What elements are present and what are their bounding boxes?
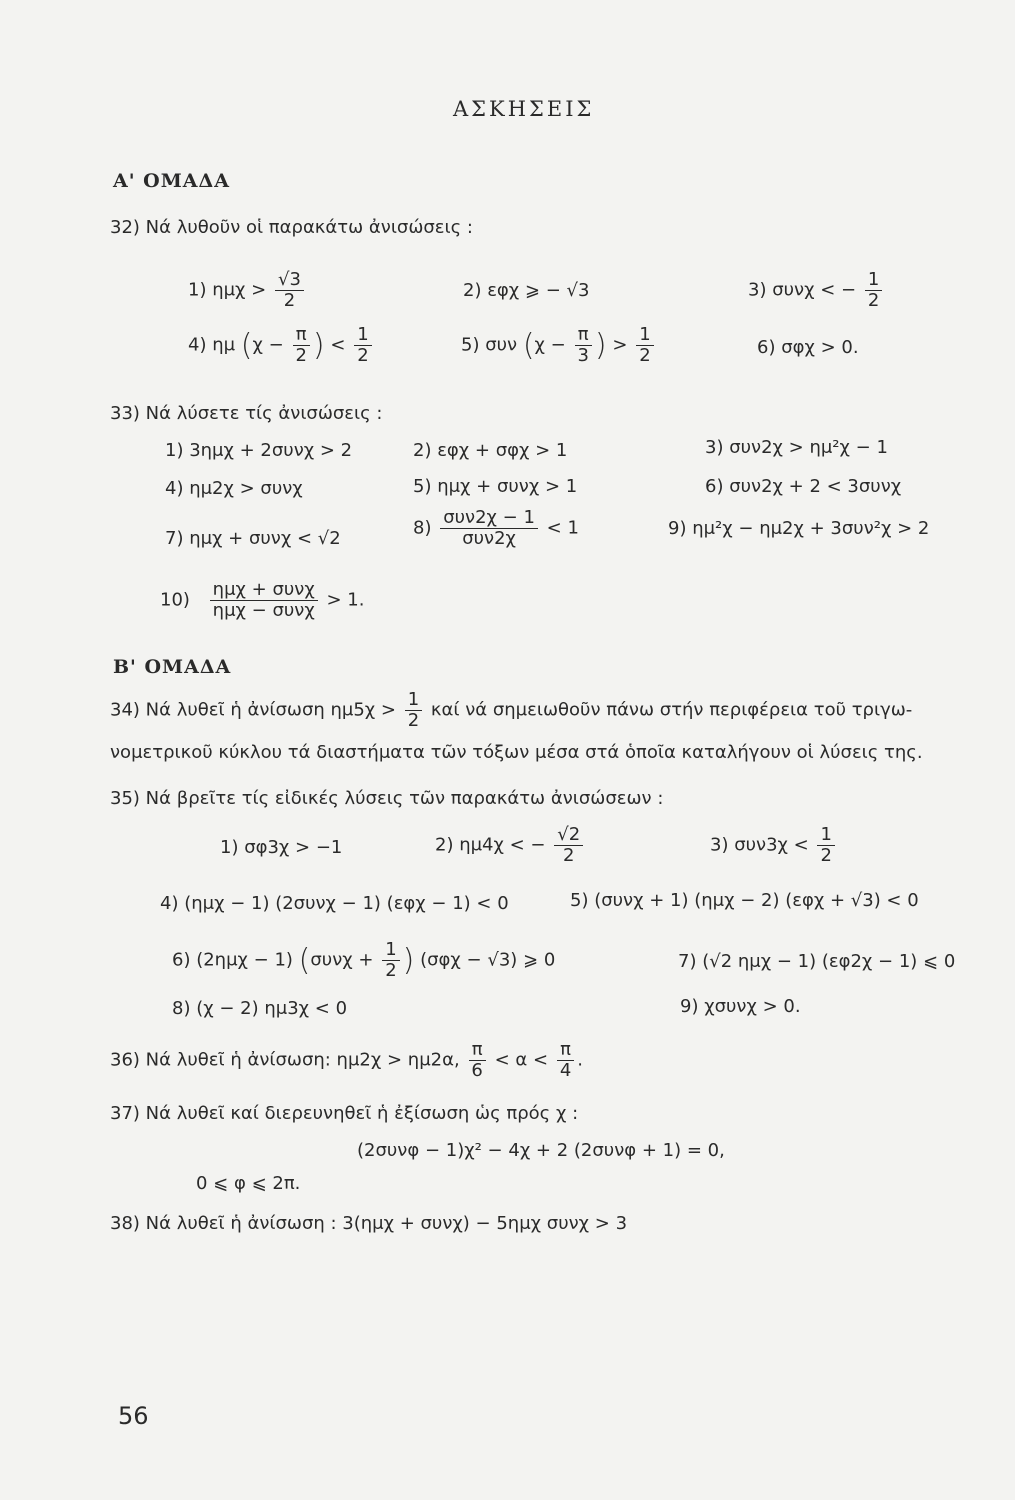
exercise-32-item-4: 4) ημ (χ − $\frac{\pi}{2}$ ) < $\frac{1}{2}$ xyxy=(188,325,375,366)
exercise-38: 38) Νά λυθεῖ ἡ ἀνίσωση : 3(ημχ + συνχ) − 5ημχ συνχ > 3 xyxy=(110,1213,628,1234)
exercise-33-item-2: 2) εφχ + σφχ > 1 xyxy=(413,440,568,461)
exercise-33-label: 33) Νά λύσετε τίς ἀνισώσεις : xyxy=(110,403,383,424)
exercise-35-item-8: 8) (χ − 2) ημ3χ < 0 xyxy=(172,998,348,1019)
exercise-32-label: 32) Νά λυθοῦν οἱ παρακάτω ἀνισώσεις : xyxy=(110,217,473,238)
exercise-33-item-9: 9) ημ²χ − ημ2χ + 3συν²χ > 2 xyxy=(668,518,930,539)
exercise-35-item-1: 1) σφ3χ > −1 xyxy=(220,837,343,858)
exercise-32-item-1: 1) ημχ > $\frac{√3}{2}$ xyxy=(188,270,307,311)
page-number: 56 xyxy=(118,1402,149,1430)
exercise-36: 36) Νά λυθεῖ ἡ ἀνίσωση: ημ2χ > ημ2α, $\frac{\pi}{6}$ < α < $\frac{\pi}{4}$ . xyxy=(110,1039,584,1081)
exercise-35-item-6: 6) (2ημχ − 1) (συνχ + $\frac{1}{2}$ ) (σφχ − √3) ⩾ 0 xyxy=(172,939,556,981)
exercise-34-line-2: νομετρικοῦ κύκλου τά διαστήματα τῶν τόξων μέσα στά ὁποῖα καταλήγουν οἱ λύσεις της. xyxy=(110,742,923,763)
exercise-35-item-4: 4) (ημχ − 1) (2συνχ − 1) (εφχ − 1) < 0 xyxy=(160,893,509,914)
exercise-37-range: 0 ⩽ φ ⩽ 2π. xyxy=(196,1173,301,1194)
exercise-33-item-7: 7) ημχ + συνχ < √2 xyxy=(165,528,341,549)
exercise-32-item-5: 5) συν (χ − $\frac{\pi}{3}$ ) > $\frac{1}{2}$ xyxy=(461,325,657,366)
exercise-35-item-9: 9) χσυνχ > 0. xyxy=(680,996,801,1017)
exercise-33-item-4: 4) ημ2χ > συνχ xyxy=(165,478,303,499)
exercise-33-item-6: 6) συν2χ + 2 < 3συνχ xyxy=(705,476,902,497)
exercise-34-line-1: 34) Νά λυθεῖ ἡ ἀνίσωση ημ5χ > $\frac{1}{2}$ καί νά σημειωθοῦν πάνω στήν περιφέρεια τοῦ τριγω- xyxy=(110,689,913,731)
exercise-33-item-5: 5) ημχ + συνχ > 1 xyxy=(413,476,578,497)
exercise-35-label: 35) Νά βρεῖτε τίς εἰδικές λύσεις τῶν παρακάτω ἀνισώσεων : xyxy=(110,788,664,809)
exercise-37-label: 37) Νά λυθεῖ καί διερευνηθεῖ ἡ ἐξίσωση ὡς πρός χ : xyxy=(110,1103,579,1124)
exercise-35-item-5: 5) (συνχ + 1) (ημχ − 2) (εφχ + √3) < 0 xyxy=(570,890,919,911)
exercise-35-item-3: 3) συν3χ < $\frac{1}{2}$ xyxy=(710,825,838,866)
group-a-heading: Α' ΟΜΑΔΑ xyxy=(113,170,230,192)
exercise-32-item-2: 2) εφχ ⩾ − √3 xyxy=(463,280,590,301)
group-b-heading: Β' ΟΜΑΔΑ xyxy=(113,656,232,678)
exercise-33-item-8: 8) $\frac{\text{συν2χ − 1}}{\text{συν2χ}}$ < 1 xyxy=(413,507,579,549)
exercise-37-equation: (2συνφ − 1)χ² − 4χ + 2 (2συνφ + 1) = 0, xyxy=(357,1140,725,1161)
exercise-33-item-3: 3) συν2χ > ημ²χ − 1 xyxy=(705,437,888,458)
exercise-35-item-7: 7) (√2 ημχ − 1) (εφ2χ − 1) ⩽ 0 xyxy=(678,951,956,972)
page-title: ΑΣΚΗΣΕΙΣ xyxy=(453,97,595,121)
exercise-33-item-1: 1) 3ημχ + 2συνχ > 2 xyxy=(165,440,353,461)
exercise-32-item-6: 6) σφχ > 0. xyxy=(757,337,859,358)
exercise-32-item-3: 3) συνχ < − $\frac{1}{2}$ xyxy=(748,270,885,311)
exercise-33-item-10: 10) $\frac{\text{ημχ + συνχ}}{\text{ημχ − συνχ}}$ > 1. xyxy=(160,579,365,621)
exercise-35-item-2: 2) ημ4χ < − $\frac{√2}{2}$ xyxy=(435,825,586,866)
